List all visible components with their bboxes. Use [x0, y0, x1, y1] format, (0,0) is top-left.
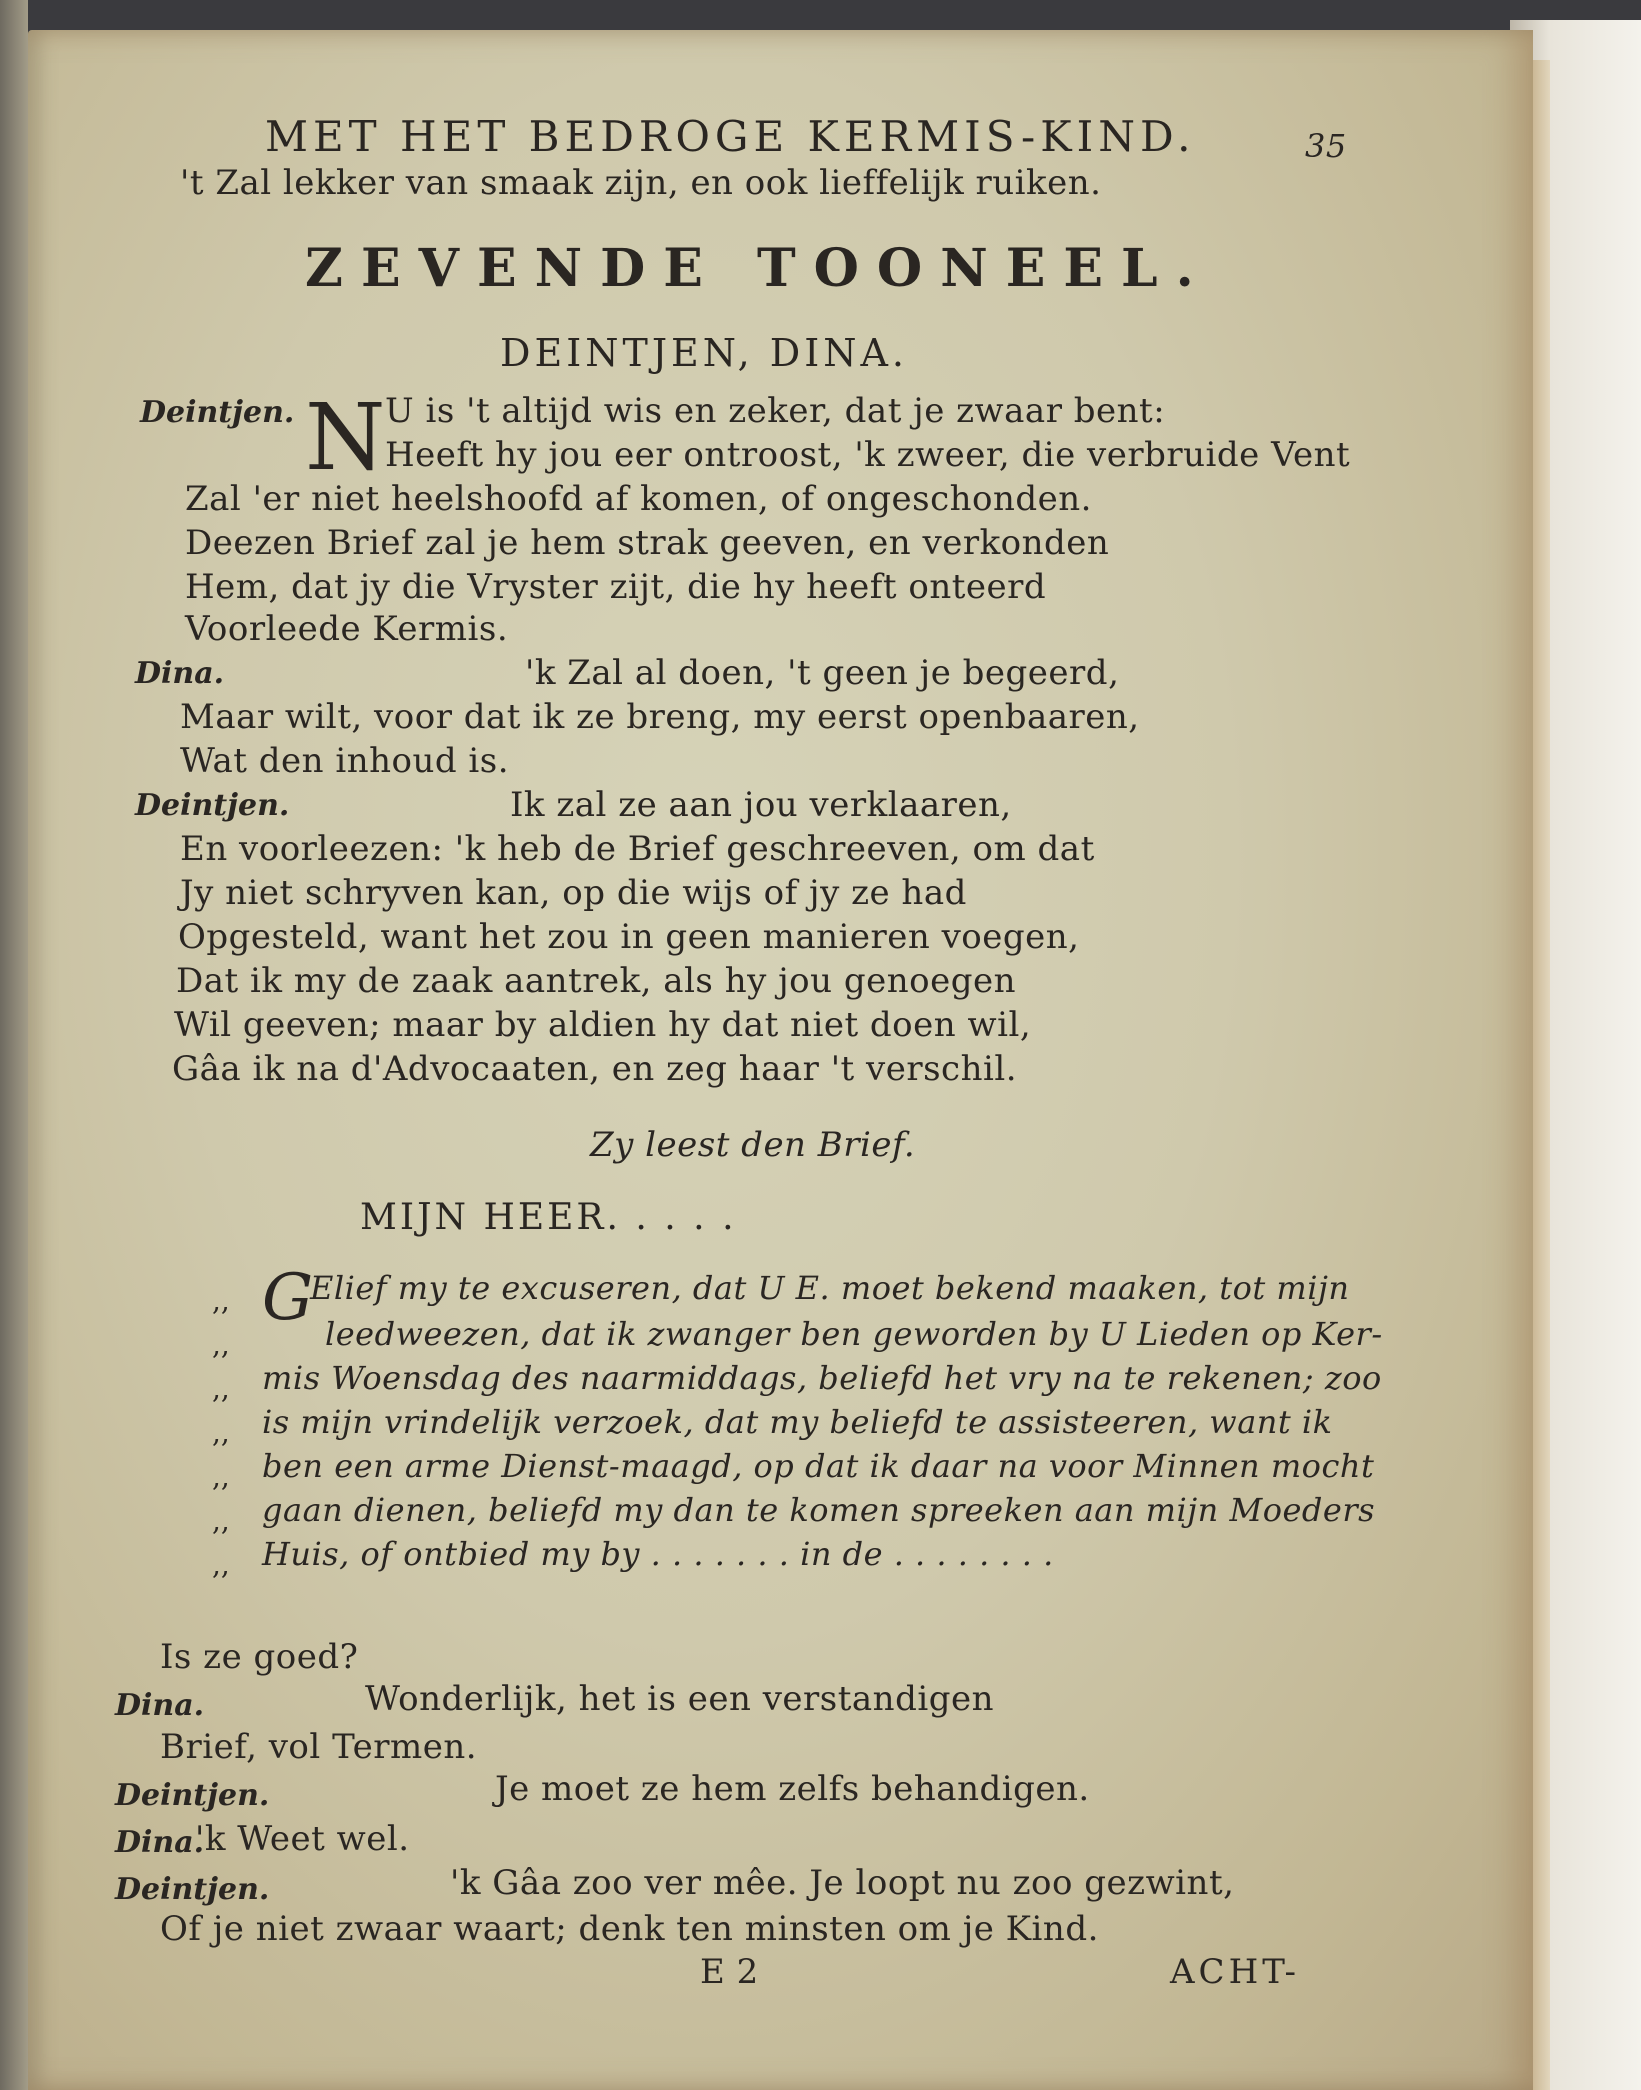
- quote-mark: ,,: [212, 1416, 230, 1449]
- speaker-label: Dina.: [115, 1688, 205, 1723]
- verse-line: Voorleede Kermis.: [185, 609, 509, 649]
- letter-line: Elief my te excuseren, dat U E. moet bekend maaken, tot mijn: [310, 1269, 1350, 1307]
- catchword: ACHT-: [1170, 1952, 1301, 1992]
- quote-mark: ,,: [212, 1328, 230, 1361]
- verse-line: Je moet ze hem zelfs behandigen.: [495, 1769, 1090, 1809]
- quote-mark: ,,: [212, 1504, 230, 1537]
- verse-line: 'k Weet wel.: [195, 1819, 410, 1859]
- speaker-label: Deintjen.: [135, 788, 290, 823]
- letter-line: ben een arme Dienst-maagd, op dat ik daar na voor Minnen mocht: [262, 1447, 1375, 1485]
- letter-line: gaan dienen, beliefd my dan te komen spreeken aan mijn Moeders: [262, 1491, 1376, 1529]
- letter-salutation: MIJN HEER. . . . .: [360, 1197, 737, 1238]
- verse-line: Zal 'er niet heelshoofd af komen, of ongeschonden.: [185, 479, 1092, 519]
- speaker-label: Deintjen.: [115, 1872, 270, 1907]
- character-list: DEINTJEN, DINA.: [500, 331, 909, 375]
- signature-mark: E 2: [700, 1952, 759, 1992]
- verse-line: Of je niet zwaar waart; denk ten minsten om je Kind.: [160, 1909, 1099, 1949]
- verse-line: 'k Gâa zoo ver mêe. Je loopt nu zoo gezwint,: [450, 1863, 1235, 1903]
- quote-mark: ,,: [212, 1372, 230, 1405]
- verse-line: Brief, vol Termen.: [160, 1727, 478, 1767]
- quote-mark: ,,: [212, 1460, 230, 1493]
- verse-line: Heeft hy jou eer ontroost, 'k zweer, die verbruide Vent: [385, 435, 1351, 475]
- letter-drop-cap: G: [262, 1261, 314, 1335]
- verse-line: Wil geeven; maar by aldien hy dat niet doen wil,: [174, 1005, 1032, 1045]
- scene-title: ZEVENDE TOONEEL.: [305, 238, 1212, 299]
- verse-line: Maar wilt, voor dat ik ze breng, my eerst openbaaren,: [180, 697, 1140, 737]
- running-head: MET HET BEDROGE KERMIS-KIND.: [265, 112, 1196, 161]
- letter-line: mis Woensdag des naarmiddags, beliefd het vry na te rekenen; zoo: [262, 1359, 1382, 1397]
- verse-line: U is 't altijd wis en zeker, dat je zwaar bent:: [385, 391, 1166, 431]
- verse-line: Ik zal ze aan jou verklaaren,: [510, 785, 1012, 825]
- verse-line: Wonderlijk, het is een verstandigen: [365, 1679, 995, 1719]
- quote-mark: ,,: [212, 1548, 230, 1581]
- verse-line: 'k Zal al doen, 't geen je begeerd,: [525, 653, 1120, 693]
- verse-line: Opgesteld, want het zou in geen manieren voegen,: [178, 917, 1080, 957]
- page-number: 35: [1305, 127, 1347, 165]
- speaker-label: Dina.: [135, 656, 225, 691]
- verse-line: Is ze goed?: [160, 1637, 359, 1677]
- adjacent-page-edge: [0, 0, 28, 2090]
- verse-line: Deezen Brief zal je hem strak geeven, en verkonden: [185, 523, 1110, 563]
- verse-line: Dat ik my de zaak aantrek, als hy jou genoegen: [176, 961, 1016, 1001]
- letter-line: leedweezen, dat ik zwanger ben geworden by U Lieden op Ker-: [325, 1315, 1383, 1353]
- carry-over-line: 't Zal lekker van smaak zijn, en ook lieffelijk ruiken.: [180, 163, 1102, 203]
- stage-direction: Zy leest den Brief.: [590, 1125, 916, 1165]
- verse-line: Gâa ik na d'Advocaaten, en zeg haar 't verschil.: [172, 1049, 1018, 1089]
- speaker-label: Dina.: [115, 1825, 205, 1860]
- verse-line: Wat den inhoud is.: [180, 741, 510, 781]
- letter-line: is mijn vrindelijk verzoek, dat my beliefd te assisteeren, want ik: [262, 1403, 1333, 1441]
- verse-line: Jy niet schryven kan, op die wijs of jy ze had: [180, 873, 967, 913]
- drop-cap: N: [305, 384, 386, 491]
- letter-line: Huis, of ontbied my by . . . . . . . in de . . . . . . . .: [262, 1535, 1054, 1573]
- quote-mark: ,,: [212, 1284, 230, 1317]
- speaker-label: Deintjen.: [115, 1778, 270, 1813]
- speaker-label: Deintjen.: [140, 395, 295, 430]
- verse-line: Hem, dat jy die Vryster zijt, die hy heeft onteerd: [185, 567, 1047, 607]
- page-block-edge: [1530, 60, 1550, 2090]
- verse-line: En voorleezen: 'k heb de Brief geschreeven, om dat: [180, 829, 1095, 869]
